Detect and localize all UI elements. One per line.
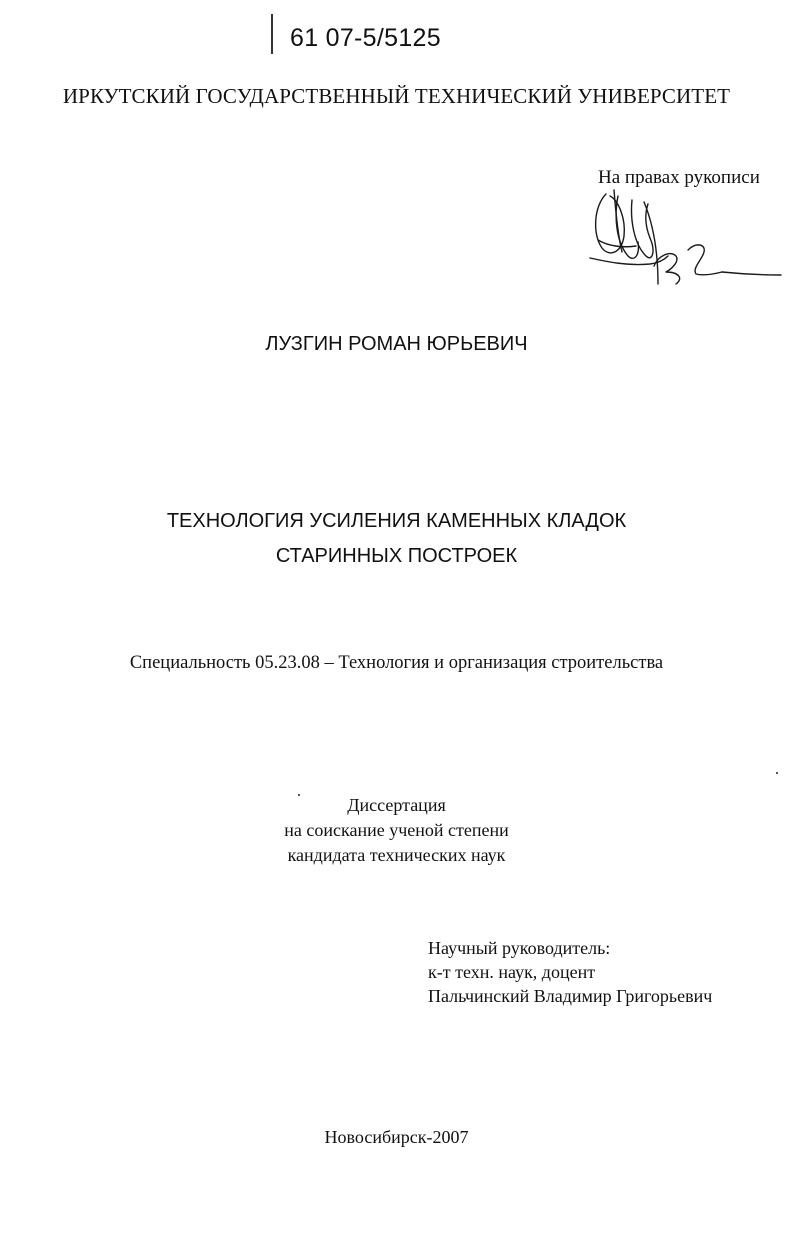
university-name: ИРКУТСКИЙ ГОСУДАРСТВЕННЫЙ ТЕХНИЧЕСКИЙ УНИВЕРСИТЕТ (62, 84, 731, 108)
specialty-line: Специальность 05.23.08 – Технология и организация строительства (129, 653, 664, 673)
advisor-name: Пальчинский Владимир Григорьевич (428, 986, 713, 1006)
thesis-title-line-2: СТАРИННЫХ ПОСТРОЕК (275, 545, 518, 567)
handwritten-signature (588, 186, 783, 291)
manuscript-note: На правах рукописи (598, 167, 760, 188)
place-and-year: Новосибирск-2007 (324, 1127, 469, 1147)
scan-speck (776, 772, 778, 774)
thesis-title-line-1: ТЕХНОЛОГИЯ УСИЛЕНИЯ КАМЕННЫХ КЛАДОК (166, 510, 627, 532)
author-name: ЛУЗГИН РОМАН ЮРЬЕВИЧ (265, 333, 528, 355)
scan-speck (298, 794, 300, 796)
dissertation-field-line: кандидата технических наук (287, 845, 506, 865)
dissertation-degree-line: на соискание ученой степени (284, 820, 509, 840)
archive-code: 61 07-5/5125 (290, 24, 441, 52)
advisor-degree: к-т техн. наук, доцент (428, 962, 596, 982)
archive-stamp-mark (271, 14, 273, 54)
advisor-label: Научный руководитель: (428, 938, 611, 958)
dissertation-label: Диссертация (347, 795, 446, 815)
